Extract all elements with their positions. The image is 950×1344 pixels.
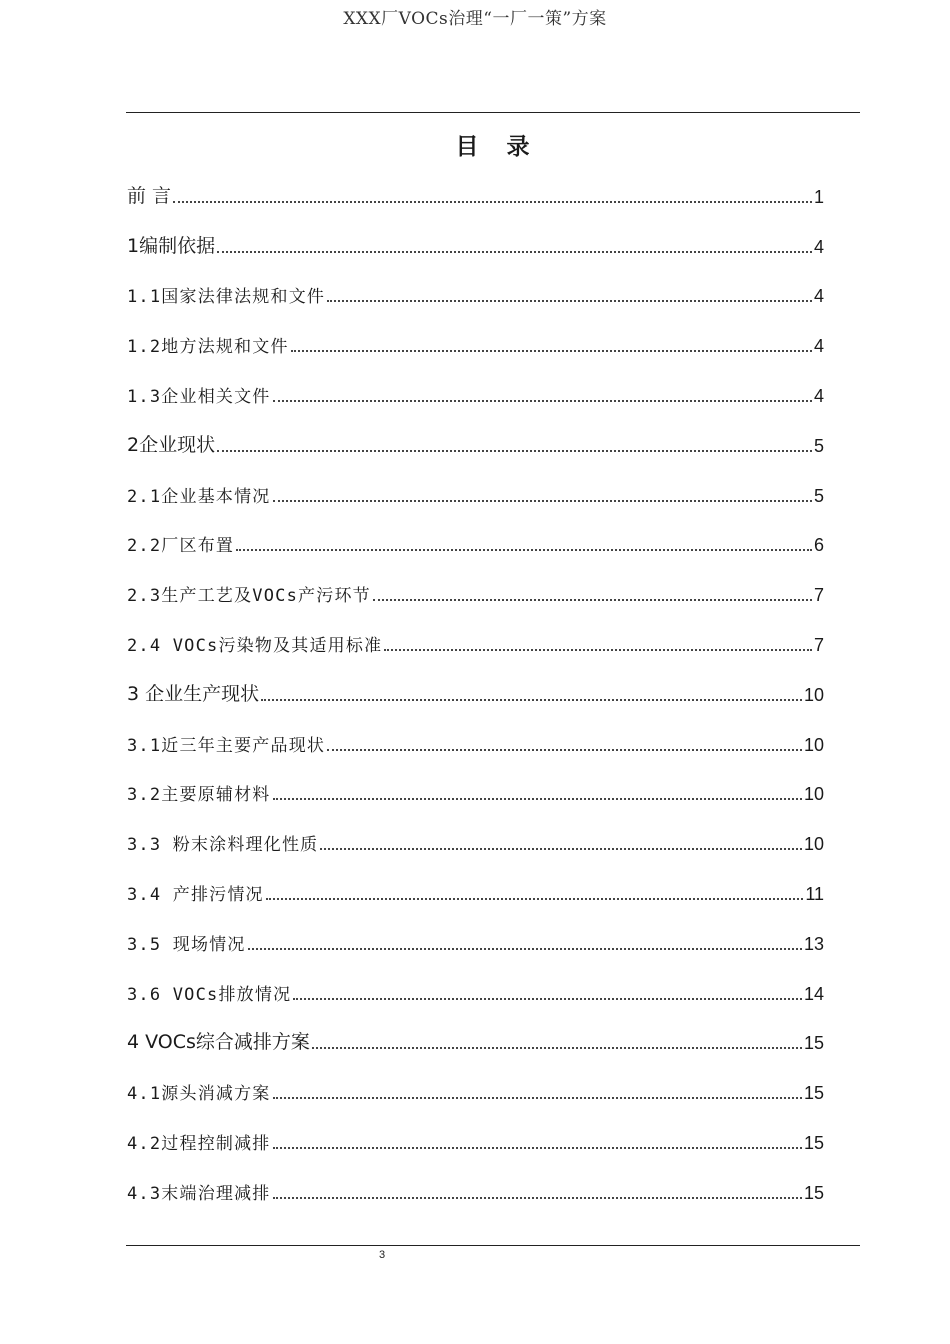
toc-entry-label: 3.4 产排污情况: [127, 884, 264, 905]
toc-entry-label: 3 企业生产现状: [127, 682, 260, 705]
toc-entry[interactable]: [127, 270, 824, 320]
toc-entry-page: 11: [805, 883, 824, 904]
toc-entry-label: 3.3 粉末涂料理化性质: [127, 835, 319, 856]
toc-entry[interactable]: [127, 419, 824, 469]
toc-entry-page: 7: [813, 585, 824, 606]
toc-entry[interactable]: [127, 220, 824, 270]
toc-entry[interactable]: [127, 469, 824, 519]
toc-leader-dots: [373, 599, 812, 601]
toc-leader-dots: [273, 1197, 802, 1199]
table-of-contents: [127, 170, 824, 1216]
toc-entry[interactable]: [127, 170, 824, 220]
toc-entry[interactable]: [127, 519, 824, 569]
toc-entry-page: 5: [813, 485, 824, 506]
toc-leader-dots: [236, 549, 812, 551]
toc-entry-page: 4: [813, 385, 824, 406]
toc-entry-label: 3.1近三年主要产品现状: [127, 735, 326, 756]
toc-leader-dots: [327, 749, 802, 751]
toc-entry-label: 1.2地方法规和文件: [127, 337, 289, 358]
header-rule: [126, 112, 860, 113]
toc-entry-page: 10: [803, 784, 824, 805]
toc-leader-dots: [273, 500, 812, 502]
toc-leader-dots: [217, 450, 812, 452]
toc-leader-dots: [173, 201, 812, 203]
toc-entry-page: 14: [803, 983, 824, 1004]
toc-leader-dots: [217, 251, 812, 253]
toc-leader-dots: [273, 1097, 802, 1099]
toc-entry-label: 4.2过程控制减排: [127, 1133, 271, 1154]
toc-entry-page: 6: [813, 535, 824, 556]
toc-entry-label: 4 VOCs综合减排方案: [127, 1031, 310, 1054]
toc-entry-label: 2.3生产工艺及VOCs产污环节: [127, 586, 371, 607]
toc-entry[interactable]: [127, 568, 824, 618]
toc-entry-page: 10: [803, 834, 824, 855]
toc-entry[interactable]: [127, 1166, 824, 1216]
page-number: 3: [378, 1249, 386, 1261]
toc-entry-label: 3.6 VOCs排放情况: [127, 984, 292, 1005]
toc-entry-label: 2.1企业基本情况: [127, 486, 271, 507]
toc-entry[interactable]: [127, 867, 824, 917]
toc-entry-page: 10: [803, 684, 824, 705]
toc-entry-page: 15: [803, 1083, 824, 1104]
toc-entry-label: 2.2厂区布置: [127, 536, 235, 557]
toc-entry-label: 1.3企业相关文件: [127, 386, 271, 407]
toc-entry-page: 4: [813, 336, 824, 357]
toc-entry[interactable]: [127, 319, 824, 369]
toc-entry-label: 1编制依据: [127, 234, 216, 257]
toc-entry[interactable]: [127, 1116, 824, 1166]
toc-entry-label: 4.3末端治理减排: [127, 1183, 271, 1204]
toc-leader-dots: [273, 1147, 802, 1149]
toc-entry-page: 5: [813, 435, 824, 456]
toc-leader-dots: [261, 699, 802, 701]
toc-entry-page: 15: [803, 1033, 824, 1054]
toc-entry[interactable]: [127, 618, 824, 668]
toc-entry-page: 13: [803, 933, 824, 954]
toc-entry-page: 7: [813, 634, 824, 655]
toc-entry-label: 2.4 VOCs污染物及其适用标准: [127, 635, 383, 656]
toc-leader-dots: [327, 300, 812, 302]
toc-entry[interactable]: [127, 1017, 824, 1067]
toc-entry-label: 3.5 现场情况: [127, 934, 246, 955]
toc-leader-dots: [384, 649, 812, 651]
toc-entry[interactable]: [127, 718, 824, 768]
toc-entry[interactable]: [127, 668, 824, 718]
toc-leader-dots: [273, 400, 812, 402]
toc-leader-dots: [293, 998, 802, 1000]
toc-entry[interactable]: [127, 768, 824, 818]
toc-entry[interactable]: [127, 967, 824, 1017]
toc-leader-dots: [273, 798, 802, 800]
toc-entry-page: 4: [813, 286, 824, 307]
toc-leader-dots: [320, 848, 802, 850]
toc-entry-page: 15: [803, 1132, 824, 1153]
toc-entry-page: 15: [803, 1182, 824, 1203]
toc-entry-label: 3.2主要原辅材料: [127, 785, 271, 806]
toc-entry-page: 1: [813, 186, 824, 207]
toc-entry[interactable]: [127, 817, 824, 867]
toc-entry[interactable]: [127, 1066, 824, 1116]
toc-leader-dots: [312, 1047, 802, 1049]
toc-leader-dots: [248, 948, 802, 950]
footer-rule: [126, 1245, 860, 1246]
toc-entry-label: 4.1源头消减方案: [127, 1084, 271, 1105]
toc-leader-dots: [291, 350, 812, 352]
toc-leader-dots: [266, 898, 804, 900]
toc-title: 目 录: [455, 134, 540, 160]
toc-entry-page: 10: [803, 734, 824, 755]
toc-entry[interactable]: [127, 917, 824, 967]
toc-entry[interactable]: [127, 369, 824, 419]
toc-entry-label: 2企业现状: [127, 433, 216, 456]
toc-entry-page: 4: [813, 236, 824, 257]
toc-entry-label: 1.1国家法律法规和文件: [127, 287, 326, 308]
running-header: XXX厂VOCs治理“一厂一策”方案: [343, 9, 607, 29]
toc-entry-label: 前 言: [127, 184, 172, 207]
